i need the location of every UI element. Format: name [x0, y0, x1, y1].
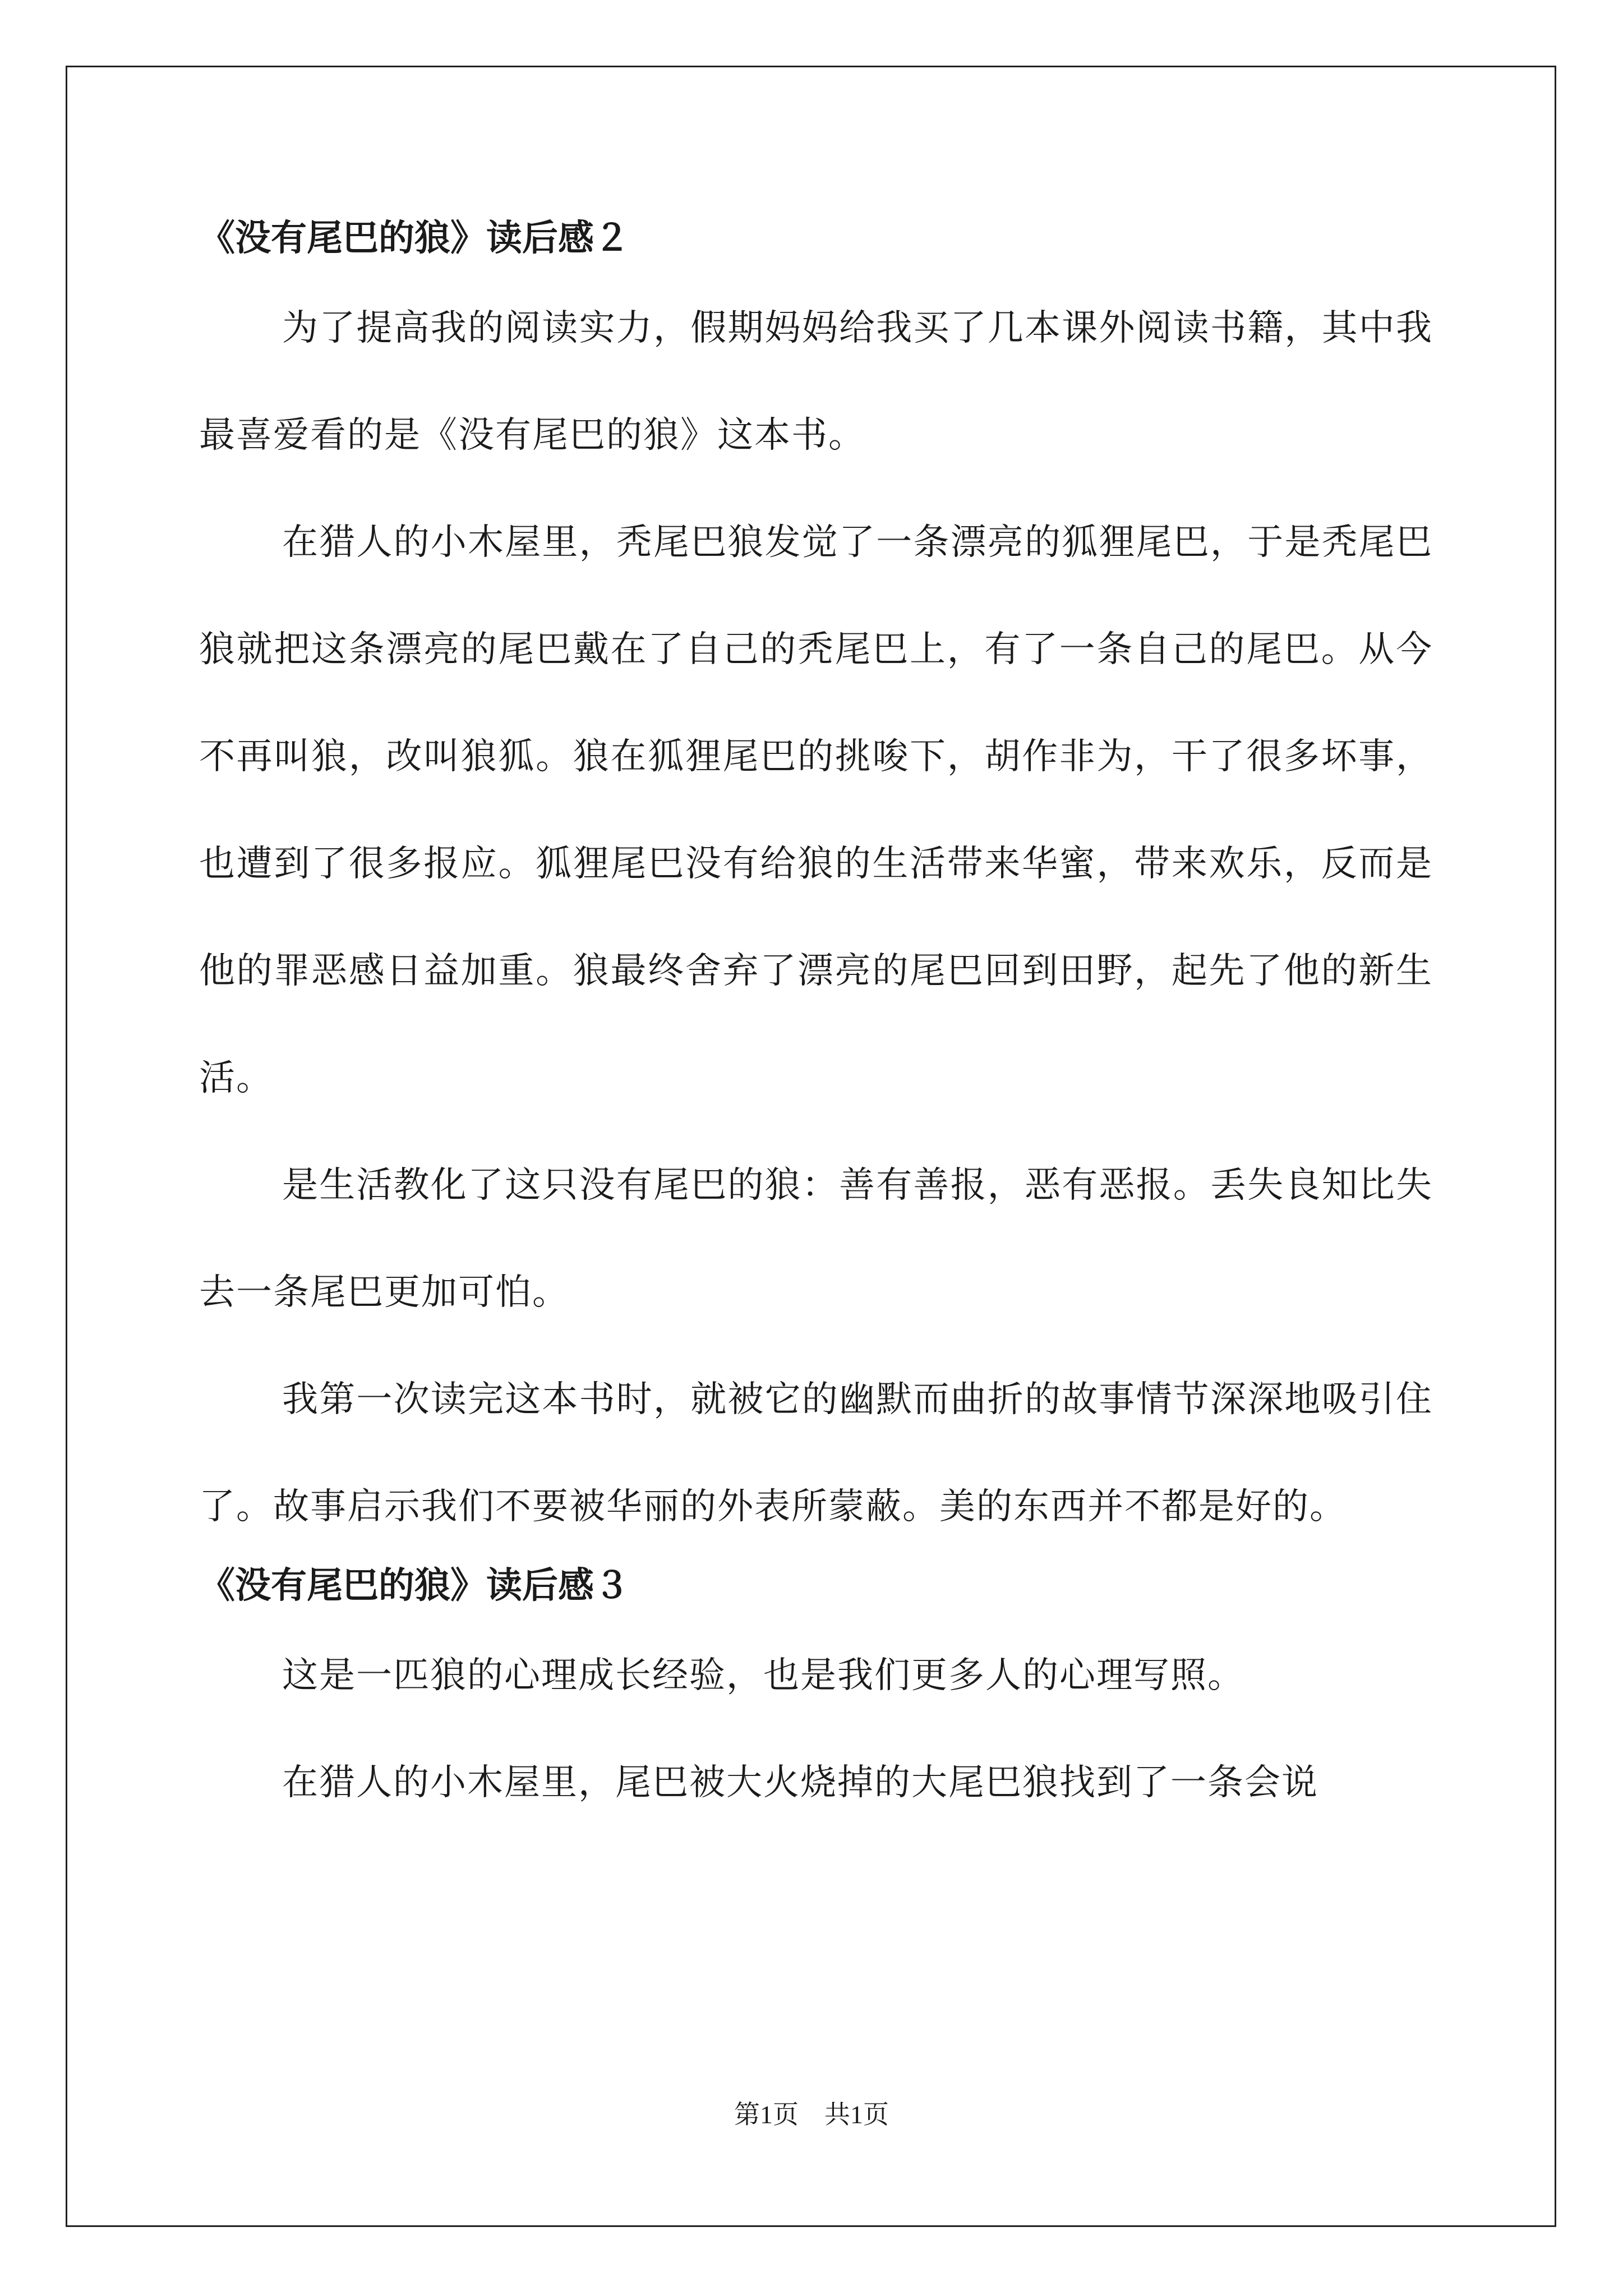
paragraph: 我第一次读完这本书时，就被它的幽默而曲折的故事情节深深地吸引住了。故事启示我们不要被华丽的外表所蒙蔽。美的东西并不都是好的。	[199, 1379, 1433, 1527]
paragraph: 在猎人的小木屋里，秃尾巴狼发觉了一条漂亮的狐狸尾巴，于是秃尾巴狼就把这条漂亮的尾巴戴在了自己的秃尾巴上，有了一条自己的尾巴。从今不再叫狼，改叫狼狐。狼在狐狸尾巴的挑唆下，胡作非为，干了很多坏事，也遭到了很多报应。狐狸尾巴没有给狼的生活带来华蜜，带来欢乐，反而是他的罪恶感日益加重。狼最终舍弃了漂亮的尾巴回到田野，起先了他的新生活。	[199, 522, 1433, 1099]
page-footer: 第1页 共1页	[734, 2100, 889, 2129]
document-body	[199, 213, 1433, 1837]
paragraph: 在猎人的小木屋里，尾巴被大火烧掉的大尾巴狼找到了一条会说	[282, 1762, 1318, 1803]
section-title: 《没有尾巴的狼》读后感３	[199, 1565, 630, 1607]
paragraph: 为了提高我的阅读实力，假期妈妈给我买了几本课外阅读书籍，其中我最喜爱看的是《没有尾巴的狼》这本书。	[199, 307, 1433, 456]
paragraph: 这是一匹狼的心理成长经验，也是我们更多人的心理写照。	[282, 1655, 1244, 1696]
section-title: 《没有尾巴的狼》读后感２	[199, 217, 630, 259]
paragraph: 是生活教化了这只没有尾巴的狼：善有善报，恶有恶报。丢失良知比失去一条尾巴更加可怕。	[199, 1165, 1433, 1313]
